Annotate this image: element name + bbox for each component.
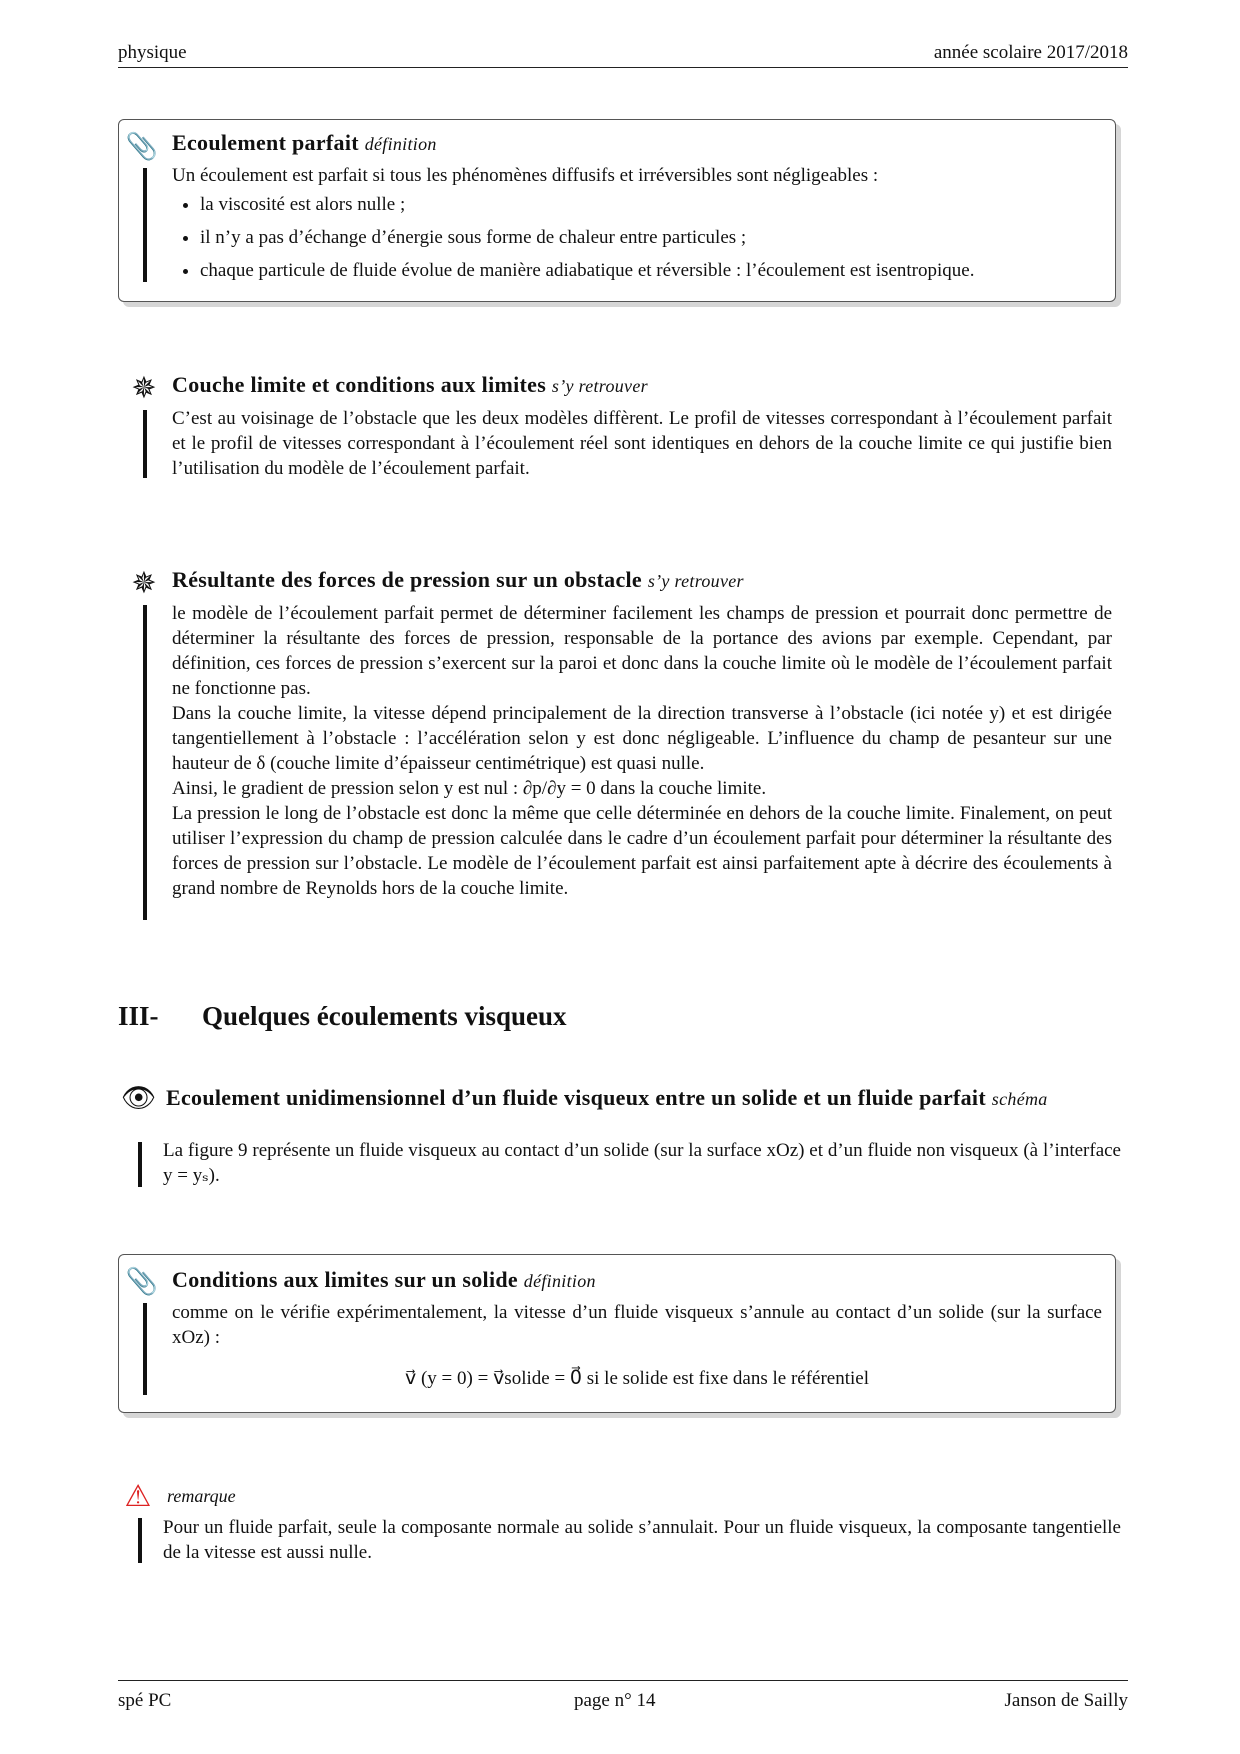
footer-rule [118, 1680, 1128, 1681]
block-title [172, 372, 648, 399]
block-title [172, 567, 744, 594]
compass-rose-icon: ✵ [131, 567, 157, 600]
block-kind: définition [364, 134, 437, 154]
margin-bar [143, 410, 147, 478]
compass-rose-icon: ✵ [131, 372, 157, 405]
block-body: La figure 9 représente un fluide visqueux au contact d’un solide (sur la surface xOz) et d’un fluide non visqueux (à l’interface y = yₛ). [163, 1140, 1121, 1186]
paragraph: La pression le long de l’obstacle est donc la même que celle déterminée en dehors de la couche limite. Finalement, on peut utiliser l’expression du champ de pression calculée dans le cadre d’un écoulement parfait pour déterminer la résultante des forces de pression sur l’obstacle. Le modèle de l’écoulement parfait est ainsi parfaitement apte à décrire des écoulements à grand nombre de Reynolds hors de la couche limite. [172, 803, 1112, 899]
list-item: • chaque particule de fluide évolue de manière adiabatique et réversible : l’écoulement est isentropique. [200, 258, 1102, 283]
warning-icon: ⚠ [124, 1480, 152, 1513]
paperclip-icon: 📎 [125, 132, 159, 161]
paragraph: le modèle de l’écoulement parfait permet de déterminer facilement les champs de pression et pourrait donc permettre de déterminer la résultante des forces de pression, responsable de la portance des avions par exemple. Cependant, par définition, ces forces de pression s’exercent sur la paroi et donc dans la couche limite où le modèle de l’écoulement parfait ne fonctionne pas. [172, 603, 1112, 699]
title-text: Résultante des forces de pression sur un obstacle [172, 567, 642, 592]
header-right: année scolaire 2017/2018 [933, 42, 1128, 63]
title-text: Ecoulement parfait [172, 130, 359, 155]
list-item: • la viscosité est alors nulle ; [200, 192, 1102, 217]
block-kind: remarque [167, 1486, 236, 1506]
paragraph: Ainsi, le gradient de pression selon y est nul : ∂p/∂y = 0 dans la couche limite. [172, 778, 767, 799]
title-text: Couche limite et conditions aux limites [172, 372, 547, 397]
block-kind: s’y retrouver [647, 571, 744, 591]
paragraph: Dans la couche limite, la vitesse dépend principalement de la direction transverse à l’obstacle (ici notée y) et est dirigée tangentiellement à l’obstacle : l’accélération selon y est donc négligeable. L’influence du champ de pesanteur sur une hauteur de δ (couche limite d’épaisseur centimétrique) est quasi nulle. [172, 703, 1112, 774]
block-body: C’est au voisinage de l’obstacle que les deux modèles diffèrent. Le profil de vitesses correspondant à l’écoulement parfait et le profil de vitesses correspondant à l’écoulement réel sont identiques en dehors de la couche limite ce qui justifie bien l’utilisation du modèle de l’écoulement parfait. [172, 408, 1112, 479]
block-kind: définition [523, 1271, 596, 1291]
margin-bar [138, 1518, 142, 1563]
paperclip-icon: 📎 [125, 1267, 159, 1296]
paragraph: comme on le vérifie expérimentalement, la vitesse d’un fluide visqueux s’annule au contact d’un solide (sur la surface xOz) : [172, 1302, 1102, 1348]
list-item: • il n’y a pas d’échange d’énergie sous forme de chaleur entre particules ; [200, 225, 1102, 250]
intro-text: Un écoulement est parfait si tous les phénomènes diffusifs et irréversibles sont négligeables : [172, 165, 879, 186]
block-title [172, 1267, 596, 1294]
block-title [158, 1085, 1120, 1112]
title-text: Conditions aux limites sur un solide [172, 1267, 518, 1292]
section-number: III- [118, 1001, 159, 1031]
equation: v⃗ (y = 0) = v⃗solide = 0⃗ si le solide est fixe dans le référentiel [404, 1368, 869, 1389]
section-title: Quelques écoulements visqueux [202, 1001, 567, 1031]
footer-left: spé PC [118, 1690, 172, 1711]
eye-icon: 👁 [121, 1083, 157, 1114]
margin-bar [143, 605, 147, 920]
header-rule [118, 67, 1128, 68]
footer-right: Janson de Sailly [1004, 1690, 1128, 1711]
block-body: Pour un fluide parfait, seule la composante normale au solide s’annulait. Pour un fluide visqueux, la composante tangentielle de la vitesse est aussi nulle. [163, 1517, 1121, 1563]
margin-bar [138, 1142, 142, 1187]
block-body [172, 163, 1102, 291]
block-title [172, 130, 437, 157]
block-body [172, 1300, 1102, 1391]
page-number: page n° 14 [574, 1690, 656, 1711]
block-body [172, 601, 1112, 901]
margin-bar [143, 168, 147, 282]
block-kind: schéma [991, 1089, 1048, 1109]
header-left: physique [118, 42, 187, 63]
block-kind: s’y retrouver [551, 376, 648, 396]
title-text: Ecoulement unidimensionnel d’un fluide visqueux entre un solide et un fluide parfait [166, 1085, 986, 1110]
margin-bar [143, 1303, 147, 1395]
